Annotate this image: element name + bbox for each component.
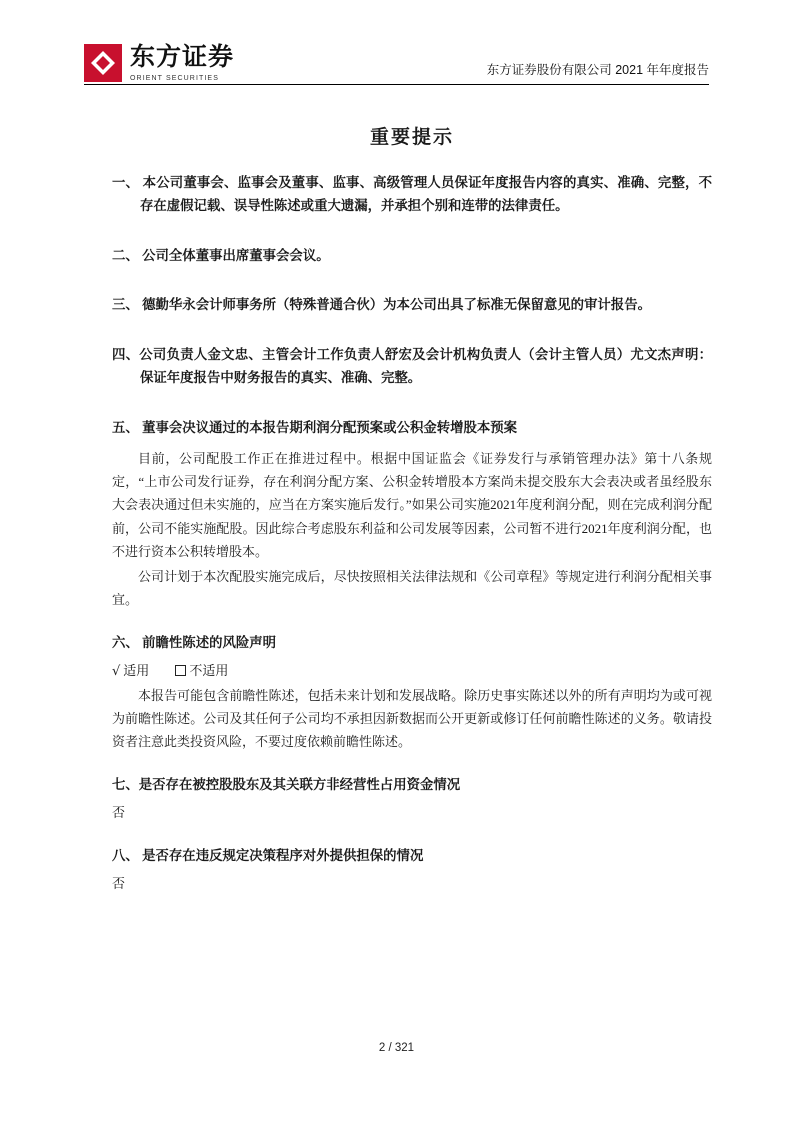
notice-item-6-heading: 六、 前瞻性陈述的风险声明 xyxy=(112,635,277,651)
document-body xyxy=(112,122,712,912)
notice-item-5 xyxy=(112,416,712,611)
not-applicable-option[interactable] xyxy=(175,659,228,682)
header-divider xyxy=(84,84,709,85)
company-logo xyxy=(84,44,234,84)
applicability-checkbox-group[interactable] xyxy=(112,659,712,682)
notice-item-2-heading: 二、 公司全体董事出席董事会会议。 xyxy=(112,247,330,263)
notice-item-3 xyxy=(112,293,712,316)
applicable-option-label: 适用 xyxy=(123,662,150,678)
notice-item-2 xyxy=(112,244,712,267)
notice-item-6 xyxy=(112,631,712,753)
notice-item-7-heading: 七、是否存在被控股股东及其关联方非经营性占用资金情况 xyxy=(112,777,461,793)
logo-text-cn: 东方证券 xyxy=(130,43,235,71)
notice-item-7-answer: 否 xyxy=(112,804,126,820)
notice-item-8 xyxy=(112,844,712,895)
page-header xyxy=(84,26,709,84)
page-title: 重要提示 xyxy=(369,127,454,148)
orient-securities-diamond-logo xyxy=(84,44,122,82)
notice-item-5-heading: 五、 董事会决议通过的本报告期利润分配预案或公积金转增股本预案 xyxy=(112,419,518,435)
notice-item-3-heading: 三、 德勤华永会计师事务所（特殊普通合伙）为本公司出具了标准无保留意见的审计报告。 xyxy=(112,297,651,313)
logo-text xyxy=(130,45,234,82)
notice-item-5-paragraph-2: 公司计划于本次配股实施完成后，尽快按照相关法律法规和《公司章程》等规定进行利润分配相关事宜。 xyxy=(112,568,712,607)
applicable-option[interactable] xyxy=(112,659,149,682)
not-applicable-option-label: 不适用 xyxy=(189,662,229,678)
logo-text-en: ORIENT SECURITIES xyxy=(130,74,219,82)
notice-item-1 xyxy=(112,171,712,218)
page-footer: 2 / 321 xyxy=(378,1042,415,1054)
check-mark-icon: √ xyxy=(112,663,121,679)
header-report-title: 东方证券股份有限公司 2021 年年度报告 xyxy=(486,63,709,77)
notice-item-8-answer: 否 xyxy=(112,875,126,891)
notice-item-6-paragraph-1: 本报告可能包含前瞻性陈述，包括未来计划和发展战略。除历史事实陈述以外的所有声明均为或可视为前瞻性陈述。公司及其任何子公司均不承担因新数据而公开更新或修订任何前瞻性陈述的义务。敬请投资者注意此类投资风险，不要过度依赖前瞻性陈述。 xyxy=(112,687,712,750)
checkbox-icon[interactable] xyxy=(175,665,186,676)
notice-item-1-heading: 一、 本公司董事会、监事会及董事、监事、高级管理人员保证年度报告内容的真实、准确、完整，不存在虚假记载、误导性陈述或重大遗漏，并承担个别和连带的法律责任。 xyxy=(112,175,712,214)
notice-item-4-heading: 四、公司负责人金文忠、主管会计工作负责人舒宏及会计机构负责人（会计主管人员）尤文杰声明：保证年度报告中财务报告的真实、准确、完整。 xyxy=(112,346,712,386)
notice-item-4 xyxy=(112,343,712,390)
notice-item-8-heading: 八、 是否存在违反规定决策程序对外提供担保的情况 xyxy=(112,848,424,864)
notice-item-5-paragraph-1: 目前，公司配股工作正在推进过程中。根据中国证监会《证券发行与承销管理办法》第十八条规定，“上市公司发行证券，存在利润分配方案、公积金转增股本方案尚未提交股东大会表决或者虽经股东大会表决通过但未实施的，应当在方案实施后发行。”如果公司实施2021年度利润分配，则在完成利润分配前，公司不能实施配股。因此综合考虑股东利益和公司发展等因素，公司暂不进行2021年度利润分配，也不进行资本公积转增股本。 xyxy=(112,451,712,559)
notice-item-7 xyxy=(112,773,712,824)
